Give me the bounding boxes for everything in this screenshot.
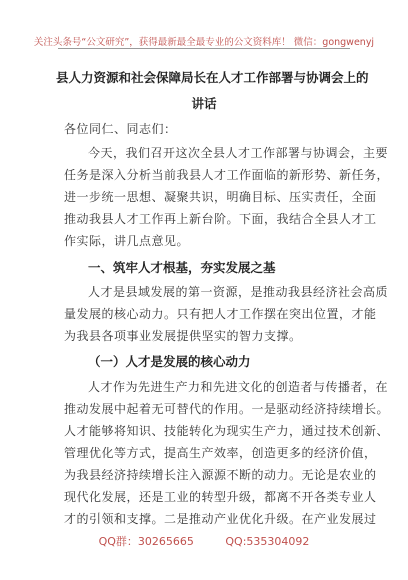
subsection-1-heading: （一）人才是发展的核心动力 [88,354,251,369]
section-1-line: 量发展的核心动力。只有把人才工作摆在突出位置，才能 [64,307,377,321]
subsection-1-line: 为我县经济持续增长注入源源不断的动力。无论是农业的 [64,468,377,482]
footer-qq: QQ:535304092 [225,535,310,548]
intro-line: 今天，我们召开这次全县人才工作部署与协调会，主要 [88,146,389,160]
intro-line: 作实际，讲几点意见。 [64,234,190,248]
intro-line: 任务是深入分析当前我县人才工作面临的新形势、新任务， [64,168,390,182]
subsection-1-line: 人才作为先进生产力和先进文化的创造者与传播者，在 [88,380,389,394]
intro-line: 进一步统一思想、凝聚共识，明确目标、压实责任，全面 [64,190,377,204]
intro-line: 推动我县人才工作再上新台阶。下面，我结合全县人才工 [64,212,377,226]
header-divider [58,48,350,49]
subsection-1-line: 人才能够将知识、技能转化为现实生产力，通过技术创新、 [64,424,390,438]
section-1-line: 人才是县域发展的第一资源，是推动我县经济社会高质 [88,285,389,299]
subsection-1-line: 才的引领和支撑。二是推动产业优化升级。在产业发展过 [64,512,377,526]
subsection-1-line: 现代化发展，还是工业的转型升级，都离不开各类专业人 [64,490,377,504]
footer-qq-group: QQ群：30265665 [98,535,194,548]
header-notice: 关注头条号“公文研究”，获得最新最全最专业的公文资料库！ 微信：gongwenyj [33,37,375,48]
section-1-line: 为我县各项事业发展提供坚实的智力支撑。 [64,329,302,343]
document-title-line-2: 讲话 [191,96,217,111]
subsection-1-line: 管理优化等方式，提高生产效率，创造更多的经济价值， [64,446,377,460]
section-1-heading: 一、筑牢人才根基，夯实发展之基 [88,260,276,275]
subsection-1-line: 推动发展中起着无可替代的作用。一是驱动经济持续增长。 [64,402,390,416]
footer-contact [0,533,408,549]
salutation: 各位同仁、同志们： [64,122,177,136]
document-title-line-1: 县人力资源和社会保障局长在人才工作部署与协调会上的 [56,70,369,85]
